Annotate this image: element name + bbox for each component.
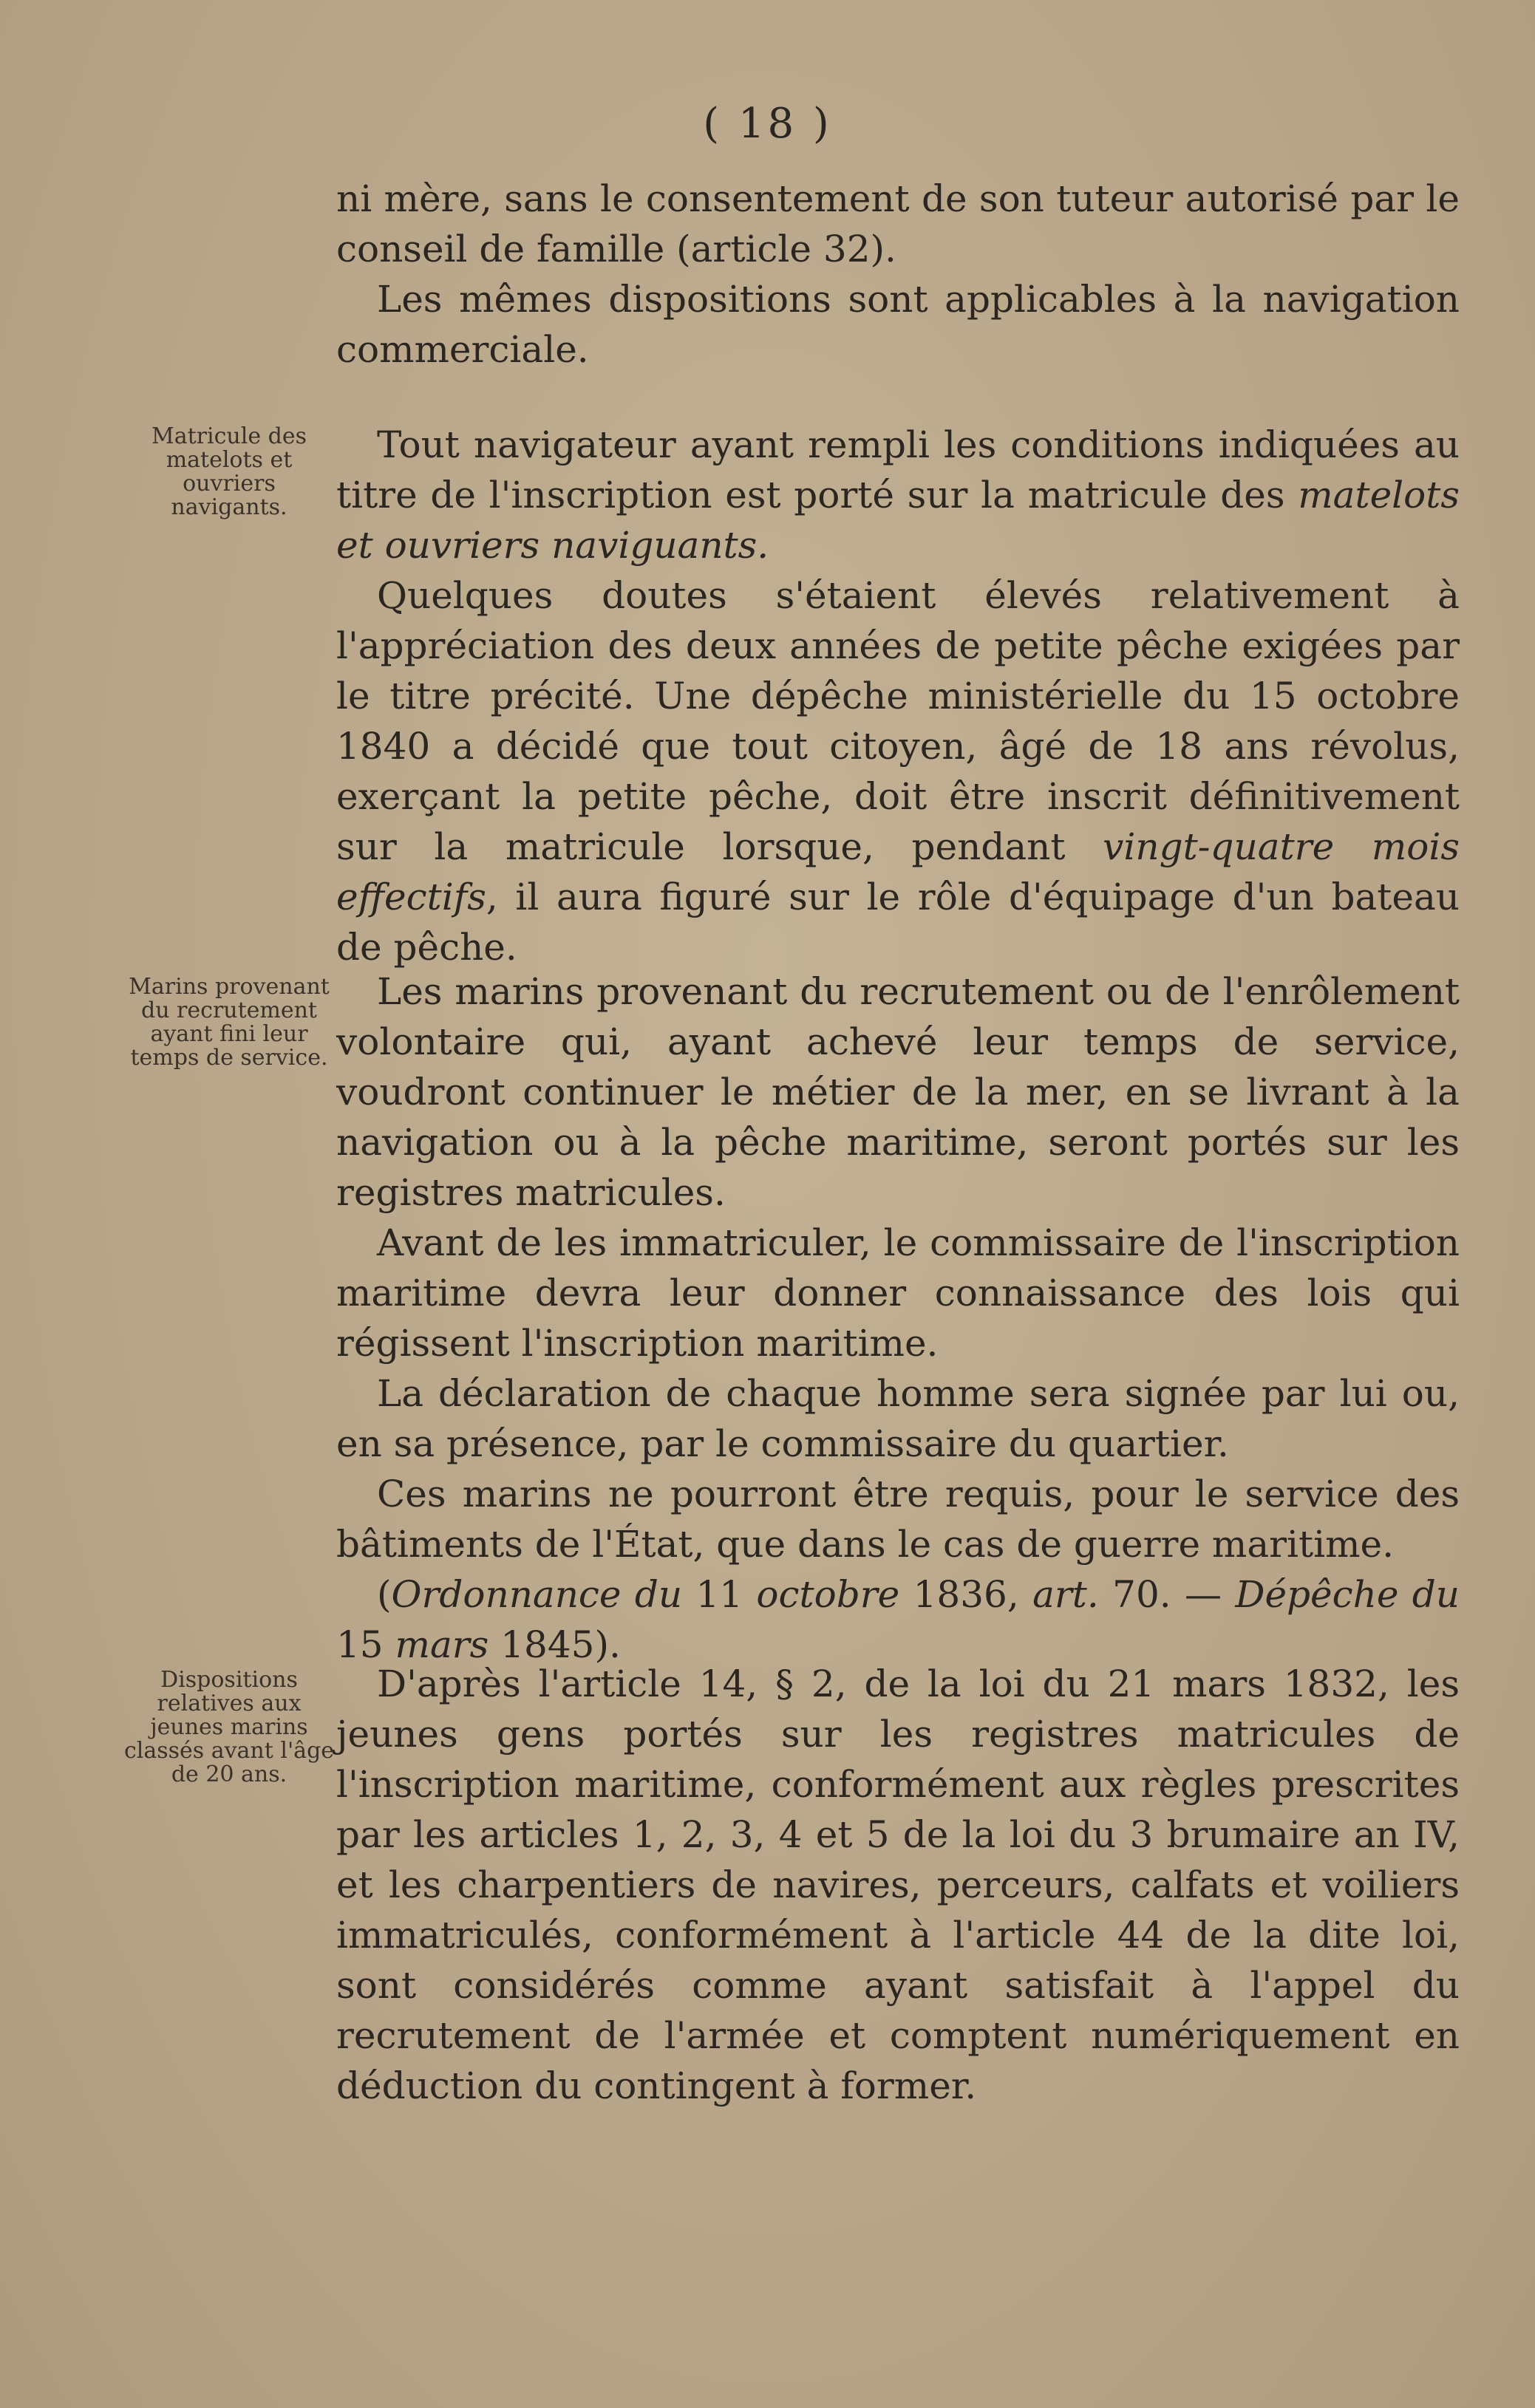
italic-text: matelots et ouvriers naviguants.	[336, 474, 1460, 567]
section-intro	[336, 174, 1460, 375]
citation-part: ).	[594, 1623, 621, 1666]
paragraph	[336, 420, 1460, 570]
citation-part: 1836,	[899, 1573, 1033, 1616]
citation	[336, 1569, 1460, 1670]
margin-note-matricule: Matricule des matelots et ouvriers navigants.	[152, 423, 307, 520]
paragraph-text: Tout navigateur ayant rempli les conditions indiquées au titre de l'inscription est porté sur la matricule des	[336, 423, 1460, 516]
citation-part: 15	[336, 1623, 395, 1666]
citation-part: 11	[682, 1573, 757, 1616]
citation-part: Ordonnance du	[391, 1573, 683, 1616]
section-jeunes-marins	[336, 1659, 1460, 2111]
paragraph: La déclaration de chaque homme sera signée par lui ou, en sa présence, par le commissaire du quartier.	[336, 1372, 1460, 1465]
section-matricule	[336, 420, 1460, 972]
margin-note-marins: Marins provenant du recrutement ayant fini leur temps de service.	[129, 974, 330, 1071]
paragraph: D'après l'article 14, § 2, de la loi du 21 mars 1832, les jeunes gens portés sur les registres matricules de l'inscription maritime, conformément aux règles prescrites par les articles 1, 2, 3, 4 et 5 de la loi du 3 brumaire an IV, et les charpentiers de navires, perceurs, calfats et voiliers immatriculés, conformément à l'article 44 de la dite loi, sont considérés comme ayant satisfait à l'appel du recrutement de l'armée et comptent numériquement en déduction du contingent à former.	[336, 1662, 1460, 2107]
citation-part: mars	[395, 1623, 489, 1666]
paragraph-text: Quelques doutes s'étaient élevés relativement à l'appréciation des deux années de petite pêche exigées par le titre précité. Une dépêche ministérielle du 15 octobre 1840 a décidé que tout citoyen, âgé de 18 ans révolus, exerçant la petite pêche, doit être inscrit définitivement sur la matricule lorsque, pendant	[336, 574, 1460, 868]
citation-part: (	[377, 1573, 392, 1616]
paragraph-text: , il aura figuré sur le rôle d'équipage d'un bateau de pêche.	[336, 876, 1460, 969]
paragraph	[336, 570, 1460, 972]
citation-part: 1845	[489, 1623, 595, 1666]
paragraph: Les marins provenant du recrutement ou de l'enrôlement volontaire qui, ayant achevé leur temps de service, voudront continuer le métier de la mer, en se livrant à la navigation ou à la pêche maritime, seront portés sur les registres matricules.	[336, 970, 1460, 1214]
citation-part: Dépêche du	[1235, 1573, 1460, 1616]
paragraph: Les mêmes dispositions sont applicables à la navigation commerciale.	[336, 278, 1460, 371]
margin-note-jeunes-marins: Dispositions relatives aux jeunes marins classés avant l'âge de 20 ans.	[123, 1667, 335, 1787]
citation-part: 70. —	[1098, 1573, 1236, 1616]
italic-text: vingt-quatre mois effectifs	[336, 825, 1460, 918]
citation-part: octobre	[756, 1573, 900, 1616]
paragraph: Avant de les immatriculer, le commissaire de l'inscription maritime devra leur donner connaissance des lois qui régissent l'inscription maritime.	[336, 1221, 1460, 1365]
paragraph: ni mère, sans le consentement de son tuteur autorisé par le conseil de famille (article 32).	[336, 177, 1460, 270]
citation-part: art.	[1032, 1573, 1099, 1616]
paragraph: Ces marins ne pourront être requis, pour le service des bâtiments de l'État, que dans le cas de guerre maritime.	[336, 1473, 1460, 1566]
page-number: ( 18 )	[703, 100, 832, 148]
section-marins	[336, 966, 1460, 1670]
